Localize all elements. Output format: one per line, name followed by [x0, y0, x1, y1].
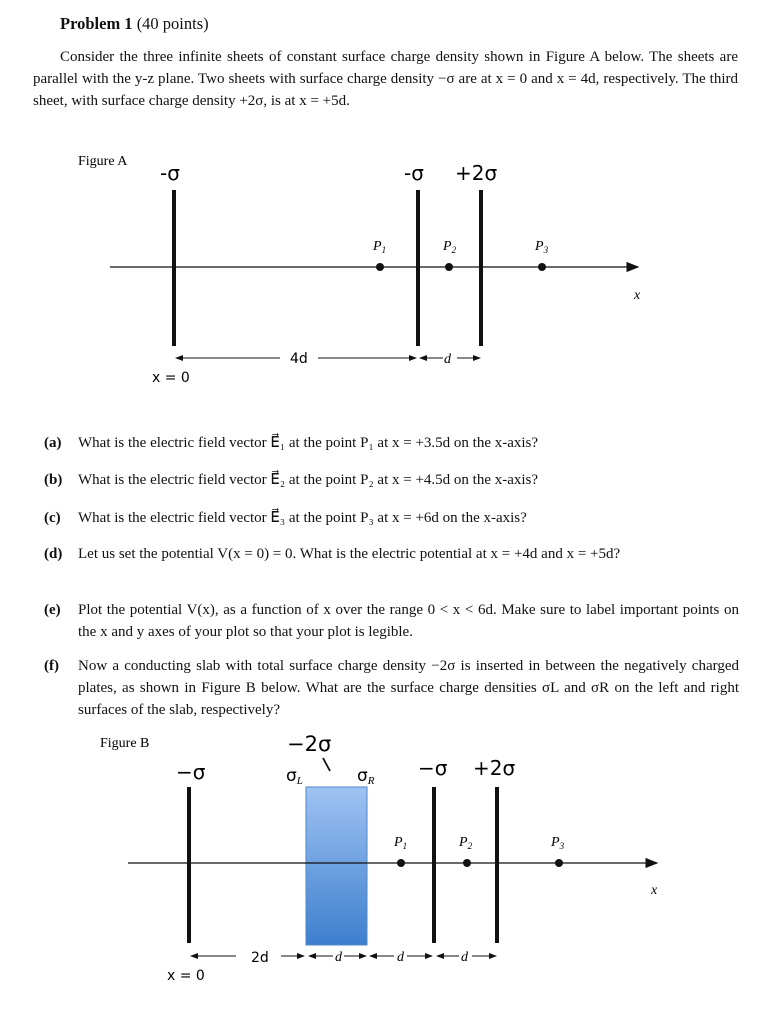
- p2-label: $P_2$: [459, 835, 473, 851]
- point-p2: [463, 859, 471, 867]
- figure-a-label: Figure A: [78, 154, 128, 169]
- question-label: (f): [44, 658, 59, 674]
- problem-number: Problem 1: [60, 14, 133, 33]
- question-label: (e): [44, 602, 61, 618]
- problem-points: (40 points): [136, 14, 209, 33]
- sheet-3-charge: +2σ: [473, 756, 516, 780]
- problem-intro: Consider the three infinite sheets of constant surface charge density shown in Figure A below. The sheets are parallel with the y-z plane. Two sheets with surface charge density −σ are at x = 0 and x = 4d, respectively. The third sheet, with surface charge density +2σ, is at x = +5d.: [33, 49, 738, 109]
- problem-title: [60, 14, 209, 34]
- question-c: [44, 507, 739, 529]
- p3-label: $P_3$: [551, 835, 565, 851]
- sigma-l-label: σL: [286, 766, 303, 787]
- p2-label: $P_2$: [443, 239, 457, 255]
- origin-label: x = 0: [152, 370, 190, 386]
- p3-label: $P_3$: [535, 239, 549, 255]
- question-label: (d): [44, 546, 63, 562]
- point-p1: [376, 263, 384, 271]
- figure-b: [0, 725, 758, 1020]
- dim-2d: 2d: [251, 950, 269, 966]
- dim-d2: d: [397, 950, 404, 965]
- question-label: (c): [44, 510, 61, 526]
- question-f: [44, 655, 739, 721]
- question-text: What is the electric field vector E⃗₁ at the point P₁ at x = +3.5d on the x-axis?: [78, 435, 539, 451]
- question-label: (b): [44, 472, 63, 488]
- dim-4d: 4d: [290, 351, 308, 367]
- question-label: (a): [44, 435, 62, 451]
- p1-label: $P_1$: [394, 835, 408, 851]
- question-a: [44, 432, 739, 454]
- sheet-2-charge: −σ: [418, 756, 448, 780]
- slab-charge: −2σ: [287, 732, 332, 756]
- sigma-r-label: σR: [357, 766, 375, 787]
- point-p1: [397, 859, 405, 867]
- p1-label: $P_1$: [373, 239, 387, 255]
- conducting-slab: [306, 787, 367, 945]
- question-text: What is the electric field vector E⃗₂ at the point P₂ at x = +4.5d on the x-axis?: [78, 472, 539, 488]
- point-p2: [445, 263, 453, 271]
- figure-a: [0, 140, 758, 390]
- question-b: [44, 469, 739, 491]
- sheet-2-charge: -σ: [404, 161, 424, 185]
- figure-b-label: Figure B: [100, 736, 150, 751]
- sheet-3-charge: +2σ: [455, 161, 498, 185]
- dim-d1: d: [335, 950, 342, 965]
- question-e: [44, 599, 739, 643]
- dim-d3: d: [461, 950, 468, 965]
- dim-d: d: [444, 352, 451, 367]
- slab-pointer-arrow: [323, 758, 330, 771]
- point-p3: [555, 859, 563, 867]
- axis-label: x: [634, 288, 641, 303]
- question-d: [44, 543, 739, 565]
- sheet-1-charge: −σ: [176, 760, 206, 784]
- question-text: Now a conducting slab with total surface charge density −2σ is inserted in between the negatively charged plates, as shown in Figure B below. What are the surface charge densities σL and σR on the left and right surfaces of the slab, respectively?: [78, 658, 739, 718]
- question-text: Let us set the potential V(x = 0) = 0. What is the electric potential at x = +4d and x = +5d?: [78, 546, 621, 562]
- sheet-1-charge: -σ: [160, 161, 180, 185]
- question-text: Plot the potential V(x), as a function of x over the range 0 < x < 6d. Make sure to label important points on the x and y axes of your plot so that your plot is legible.: [78, 602, 739, 640]
- axis-label: x: [651, 883, 658, 898]
- point-p3: [538, 263, 546, 271]
- origin-label: x = 0: [167, 968, 205, 984]
- question-text: What is the electric field vector E⃗₃ at the point P₃ at x = +6d on the x-axis?: [78, 510, 527, 526]
